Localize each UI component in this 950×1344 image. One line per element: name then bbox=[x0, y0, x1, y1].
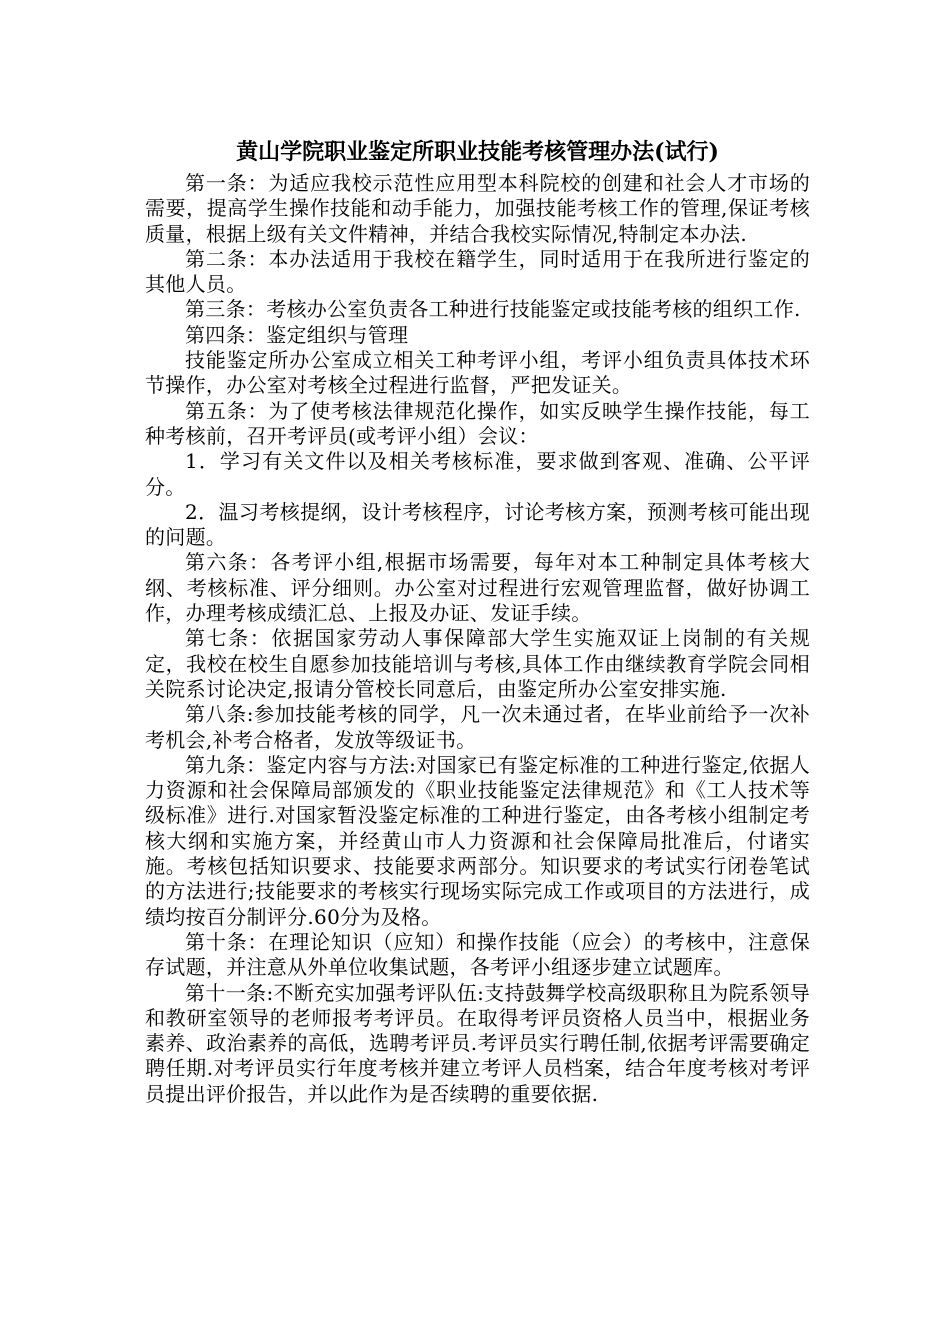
article-6: 第六条：各考评小组,根据市场需要，每年对本工种制定具体考核大纲、考核标准、评分细则。办公室对过程进行宏观管理监督，做好协调工作，办理考核成绩汇总、上报及办证、发证手续。 bbox=[145, 550, 810, 626]
article-5-item-2: 2．温习考核提纲，设计考核程序，讨论考核方案，预测考核可能出现的问题。 bbox=[145, 499, 810, 550]
article-3: 第三条：考核办公室负责各工种进行技能鉴定或技能考核的组织工作. bbox=[185, 297, 801, 322]
document-title: 黄山学院职业鉴定所职业技能考核管理办法(试行) bbox=[236, 139, 719, 165]
article-4: 第四条：鉴定组织与管理 bbox=[185, 322, 409, 347]
article-4-body: 技能鉴定所办公室成立相关工种考评小组，考评小组负责具体技术环节操作，办公室对考核全过程进行监督，严把发证关。 bbox=[145, 348, 810, 398]
article-8: 第八条:参加技能考核的同学，凡一次未通过者，在毕业前给予一次补考机会,补考合格者，发放等级证书。 bbox=[145, 702, 810, 752]
document-page bbox=[145, 135, 810, 1107]
article-5: 第五条：为了使考核法律规范化操作，如实反映学生操作技能，每工种考核前，召开考评员(或考评小组）会议： bbox=[145, 398, 810, 448]
article-7: 第七条：依据国家劳动人事保障部大学生实施双证上岗制的有关规定，我校在校生自愿参加技能培训与考核,具体工作由继续教育学院会同相关院系讨论决定,报请分管校长同意后，由鉴定所办公室安排实施. bbox=[145, 626, 810, 701]
article-2: 第二条：本办法适用于我校在籍学生，同时适用于在我所进行鉴定的其他人员。 bbox=[145, 246, 810, 297]
article-10: 第十条：在理论知识（应知）和操作技能（应会）的考核中，注意保存试题，并注意从外单位收集试题，各考评小组逐步建立试题库。 bbox=[145, 929, 810, 980]
article-9: 第九条：鉴定内容与方法:对国家已有鉴定标准的工种进行鉴定,依据人力资源和社会保障局部颁发的《职业技能鉴定法律规范》和《工人技术等级标准》进行.对国家暂没鉴定标准的工种进行鉴定，由各考核小组制定考核大纲和实施方案，并经黄山市人力资源和社会保障局批准后，付诸实施。考核包括知识要求、技能要求两部分。知识要求的考试实行闭卷笔试的方法进行;技能要求的考核实行现场实际完成工作或项目的方法进行，成绩均按百分制评分.60分为及格。 bbox=[145, 752, 810, 929]
article-1: 第一条：为适应我校示范性应用型本科院校的创建和社会人才市场的需要，提高学生操作技能和动手能力，加强技能考核工作的管理,保证考核质量，根据上级有关文件精神，并结合我校实际情况,特制定本办法. bbox=[145, 171, 810, 246]
article-11: 第十一条:不断充实加强考评队伍:支持鼓舞学校高级职称且为院系领导和教研室领导的老师报考考评员。在取得考评员资格人员当中，根据业务素养、政治素养的高低，选聘考评员.考评员实行聘任制,依据考评需要确定聘任期.对考评员实行年度考核并建立考评人员档案，结合年度考核对考评员提出评价报告，并以此作为是否续聘的重要依据. bbox=[145, 980, 810, 1106]
article-5-item-1: 1．学习有关文件以及相关考核标准，要求做到客观、准确、公平评分。 bbox=[145, 449, 810, 499]
